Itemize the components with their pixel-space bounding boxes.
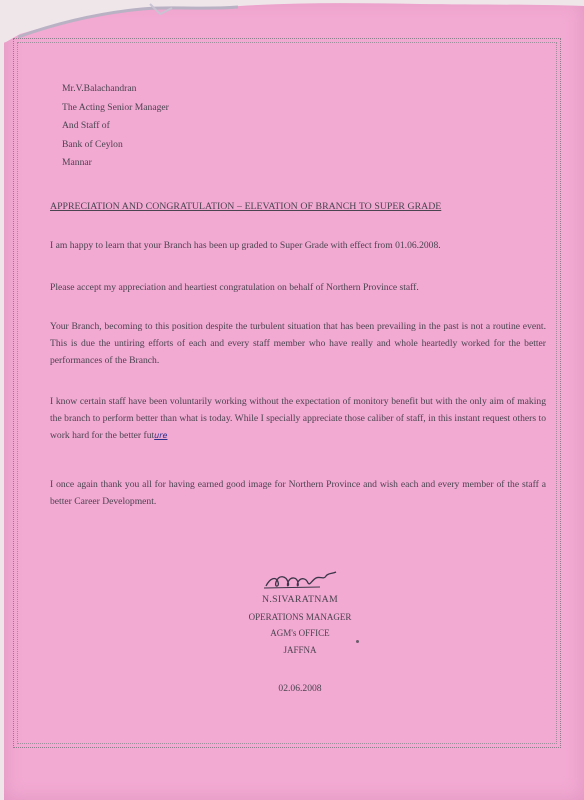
signatory-block [150, 592, 450, 658]
signature-icon [262, 568, 342, 592]
recipient-branch: Mannar [62, 157, 92, 169]
letter-subject: APPRECIATION AND CONGRATULATION – ELEVATION OF BRANCH TO SUPER GRADE [50, 201, 442, 212]
ink-speck [356, 640, 359, 643]
handwritten-addition: ure [154, 431, 168, 440]
paragraph-staff-voluntary-text: I know certain staff have been voluntarily working without the expectation of monitory benefit but with the only aim of making the branch to perform better than what is today. While I specially appreciate those caliber of staff, in this instant request others to work hard for the better fut [50, 396, 546, 441]
recipient-title: The Acting Senior Manager [62, 101, 169, 113]
recipient-name: Mr.V.Balachandran [62, 83, 137, 94]
paragraph-branch-efforts: Your Branch, becoming to this position despite the turbulent situation that has been prevailing in the past is not a routine event. This is due the untiring efforts of each and every staff member who have really and whole heartedly worked for the better performances of the Branch. [50, 321, 546, 366]
signatory-office: AGM's OFFICE [270, 628, 330, 638]
recipient-bank: Bank of Ceylon [62, 138, 123, 150]
signatory-name: N.SIVARATNAM [261, 594, 339, 605]
paragraph-appreciation: Please accept my appreciation and heartiest congratulation on behalf of Northern Province staff. [50, 282, 419, 293]
signatory-title: OPERATIONS MANAGER [248, 611, 352, 622]
paragraph-upgrade: I am happy to learn that your Branch has been up graded to Super Grade with effect from 01.06.2008. [50, 240, 441, 251]
paragraph-staff-voluntary [50, 393, 546, 444]
recipient-staff: And Staff of [62, 120, 110, 132]
recipient-address [62, 80, 169, 173]
letter-date: 02.06.2008 [278, 683, 322, 694]
paragraph-thanks: I once again thank you all for having earned good image for Northern Province and wish each and every member of the staff a better Career Development. [50, 479, 546, 507]
signatory-city: JAFFNA [283, 644, 317, 655]
